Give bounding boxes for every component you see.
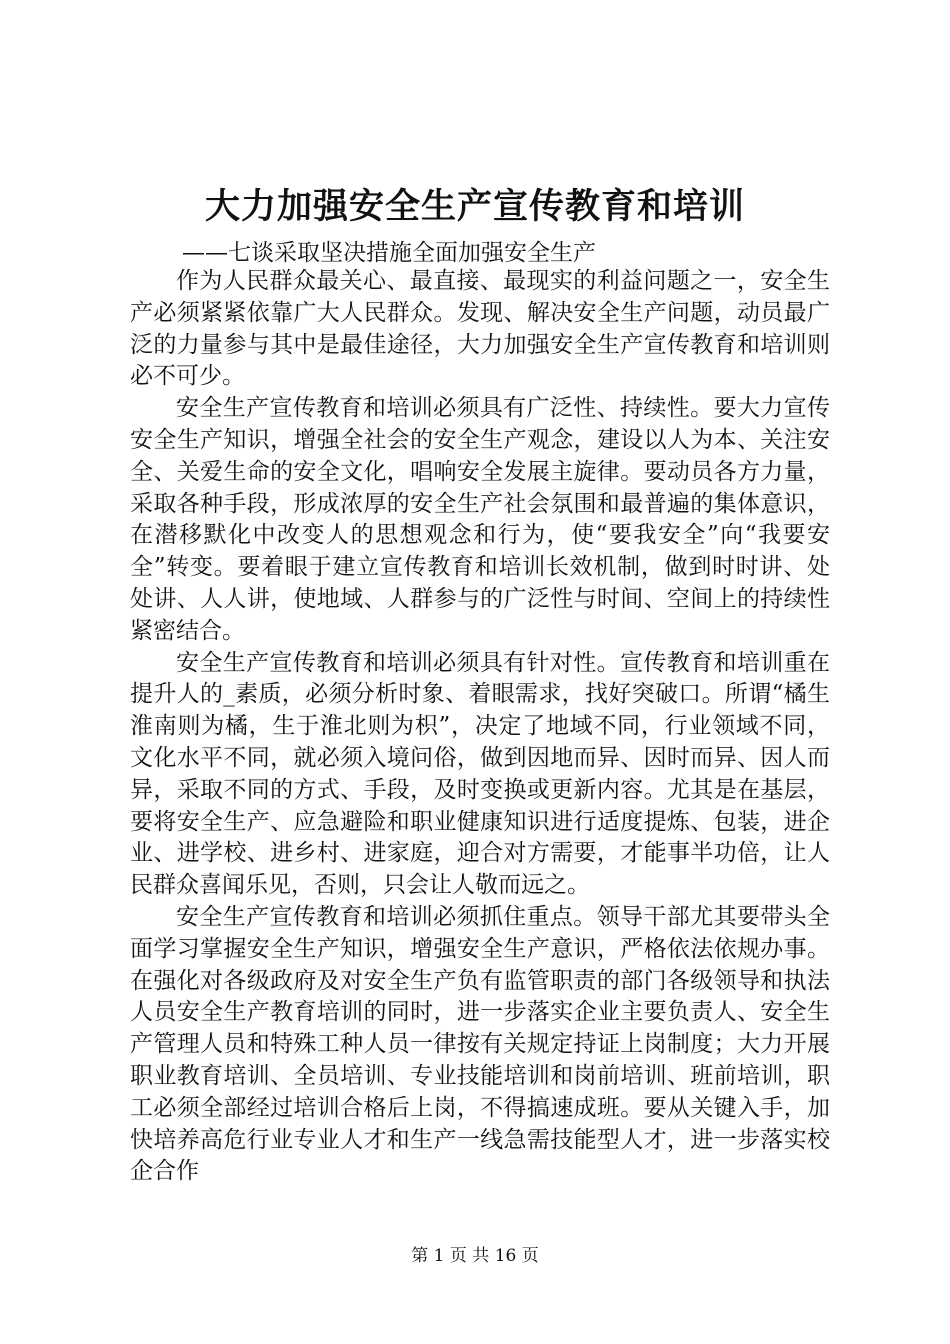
subtitle: ——七谈采取坚决措施全面加强安全生产 — [182, 240, 596, 266]
paragraph: 安全生产宣传教育和培训必须具有针对性。宣传教育和培训重在提升人的_素质，必须分析时象、着眼需求，找好突破口。所谓“橘生淮南则为橘，生于淮北则为枳”，决定了地域不同，行业领域不同，文化水平不同，就必须入境问俗，做到因地而异、因时而异、因人而异，采取不同的方式、手段，及时变换或更新内容。尤其是在基层，要将安全生产、应急避险和职业健康知识进行适度提炼、包装，进企业、进学校、进乡村、进家庭，迎合对方需要，才能事半功倍，让人民群众喜闻乐见，否则，只会让人敬而远之。 — [130, 649, 830, 899]
paragraph: 安全生产宣传教育和培训必须具有广泛性、持续性。要大力宣传安全生产知识，增强全社会的安全生产观念，建设以人为本、关注安全、关爱生命的安全文化，唱响安全发展主旋律。要动员各方力量，采取各种手段，形成浓厚的安全生产社会氛围和最普遍的集体意识，在潜移默化中改变人的思想观念和行为，使“要我安全”向“我要安全”转变。要着眼于建立宣传教育和培训长效机制，做到时时讲、处处讲、人人讲，使地域、人群参与的广泛性与时间、空间上的持续性紧密结合。 — [130, 395, 830, 644]
paragraph: 安全生产宣传教育和培训必须抓住重点。领导干部尤其要带头全面学习掌握安全生产知识，增强安全生产意识，严格依法依规办事。在强化对各级政府及对安全生产负有监管职责的部门各级领导和执法人员安全生产教育培训的同时，进一步落实企业主要负责人、安全生产管理人员和特殊工种人员一律按有关规定持证上岗制度；大力开展职业教育培训、全员培训、专业技能培训和岗前培训、班前培训，职工必须全部经过培训合格后上岗，不得搞速成班。要从关键入手，加快培养高危行业专业人才和生产一线急需技能型人才，进一步落实校企合作 — [130, 903, 830, 1185]
page-title: 大力加强安全生产宣传教育和培训 — [204, 186, 745, 227]
paragraph: 作为人民群众最关心、最直接、最现实的利益问题之一，安全生产必须紧紧依靠广大人民群众。发现、解决安全生产问题，动员最广泛的力量参与其中是最佳途径，大力加强安全生产宣传教育和培训则必不可少。 — [130, 268, 830, 390]
document-body — [130, 266, 830, 1188]
page-number-footer: 第 1 页 共 16 页 — [411, 1246, 539, 1266]
